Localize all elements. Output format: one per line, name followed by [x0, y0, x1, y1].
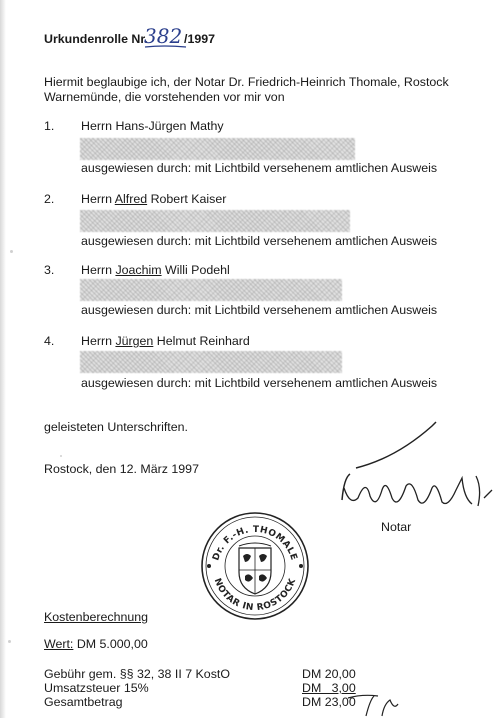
seal-text-bottom: NOTAR IN ROSTOCK — [211, 577, 299, 614]
person-3-id-line: ausgewiesen durch: mit Lichtbild versehenem amtlichen Ausweis — [81, 303, 438, 317]
cost-row-1-amount: DM 20,00 — [302, 667, 356, 681]
notary-signature — [336, 418, 496, 518]
person-4-number: 4. — [44, 334, 55, 348]
scan-speck — [60, 455, 62, 457]
person-4-id-line: ausgewiesen durch: mit Lichtbild versehenem amtlichen Ausweis — [81, 376, 438, 390]
intro-line-1: Hiermit beglaubige ich, der Notar Dr. Friedrich-Heinrich Thomale, Rostock — [44, 75, 449, 89]
cost-row-3-label: Gesamtbetrag — [44, 695, 123, 709]
redacted-address-4 — [80, 351, 342, 373]
person-2-number: 2. — [44, 192, 55, 206]
cost-row-3-amount: DM 23,00 — [302, 695, 356, 709]
person-3-first-name: Joachim — [115, 263, 162, 277]
person-3-number: 3. — [44, 263, 55, 277]
person-2-prefix: Herrn — [81, 192, 112, 206]
person-3-name — [81, 263, 230, 278]
intro-line-2: Warnemünde, die vorstehenden vor mir von — [44, 90, 285, 104]
person-2-rest-name: Robert Kaiser — [150, 192, 227, 206]
person-2-first-name: Alfred — [114, 192, 148, 206]
scan-speck — [10, 250, 13, 253]
handwritten-roll-number: 382 — [144, 24, 183, 48]
seal-text-top: Dr. F.-H. THOMALE — [211, 524, 299, 562]
cost-row-1-label: Gebühr gem. §§ 32, 38 II 7 KostO — [44, 667, 230, 681]
person-1-fullname: Hans-Jürgen Mathy — [115, 119, 224, 133]
closing-text: geleisteten Unterschriften. — [44, 420, 188, 434]
notary-role: Notar — [381, 520, 412, 534]
person-1-prefix: Herrn — [81, 119, 112, 133]
cost-row-2-label: Umsatzsteuer 15% — [44, 681, 149, 695]
value-amount: DM 5.000,00 — [76, 637, 148, 651]
person-1-id-line: ausgewiesen durch: mit Lichtbild versehenem amtlichen Ausweis — [81, 161, 438, 175]
header-label: Urkundenrolle Nr. — [44, 32, 148, 46]
costs-heading: Kostenberechnung — [44, 610, 149, 624]
person-2-name — [81, 192, 226, 207]
person-4-rest-name: Helmut Reinhard — [156, 334, 250, 348]
header-year: /1997 — [184, 32, 216, 46]
person-3-rest-name: Willi Podehl — [165, 263, 230, 277]
person-4-name — [81, 334, 250, 349]
person-4-prefix: Herrn — [81, 334, 112, 348]
handwritten-initials — [344, 690, 404, 718]
person-1-number: 1. — [44, 119, 55, 133]
value-line — [44, 637, 148, 652]
redacted-address-1 — [80, 138, 355, 160]
redacted-address-2 — [80, 210, 350, 232]
redacted-address-3 — [80, 279, 342, 301]
person-1-name — [81, 119, 224, 134]
cost-row-2-amount: DM 3,00 — [302, 681, 356, 695]
scan-speck — [8, 640, 11, 643]
scan-edge-shadow — [0, 0, 6, 718]
person-2-id-line: ausgewiesen durch: mit Lichtbild versehenem amtlichen Ausweis — [81, 234, 438, 248]
notary-seal-icon — [199, 510, 311, 622]
person-4-first-name: Jürgen — [115, 334, 154, 348]
handwritten-underline — [144, 44, 188, 50]
place-date: Rostock, den 12. März 1997 — [44, 462, 199, 476]
value-label: Wert: — [44, 637, 74, 651]
person-3-prefix: Herrn — [81, 263, 112, 277]
